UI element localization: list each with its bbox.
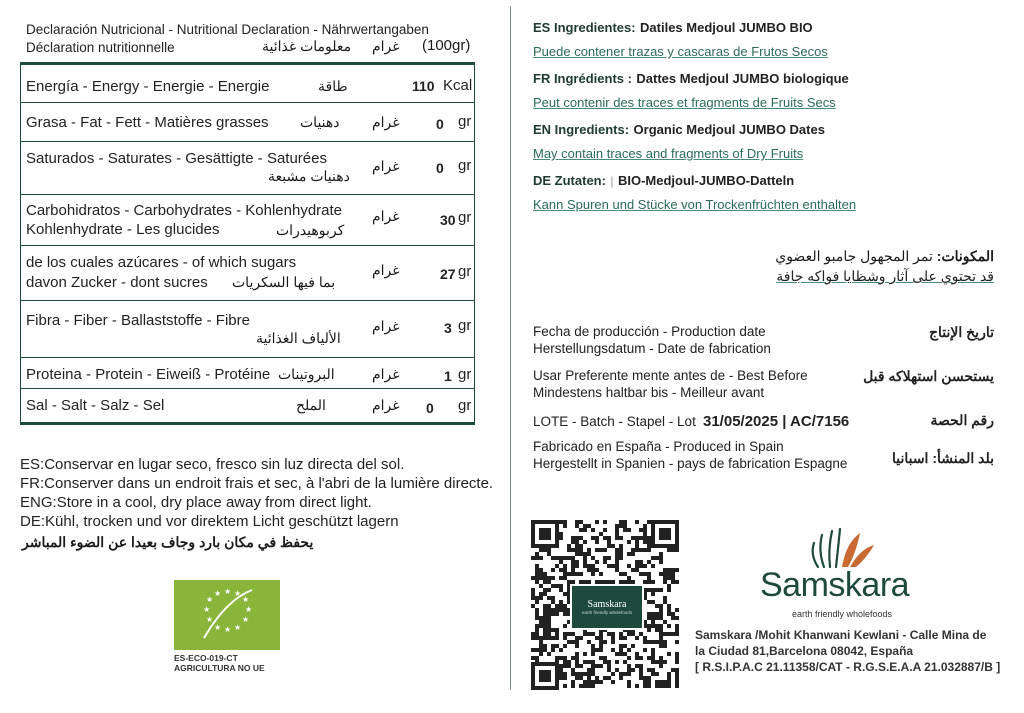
row-fiber-label: Fibra - Fiber - Ballaststoffe - Fibre (26, 312, 250, 329)
row-fat-unit-ar: غرام (372, 114, 400, 130)
row-saturates-value: 0 (436, 160, 444, 176)
row-salt-value: 0 (426, 400, 434, 416)
nutrition-header-fr: Déclaration nutritionnelle (26, 40, 175, 55)
eco-agriculture: AGRICULTURA NO UE (174, 663, 265, 673)
nutrition-header-unit-ar: غرام (372, 38, 400, 54)
row-salt-label: Sal - Salt - Salz - Sel (26, 397, 165, 414)
row-protein-unit-ar: غرام (372, 366, 400, 382)
storage-es: ES:Conservar en lugar seco, fresco sin luz directa del sol. (20, 456, 405, 473)
trace-ar: قد تحتوي على آثار وشظايا فواكه جافة (776, 268, 994, 284)
svg-text:★: ★ (234, 589, 242, 598)
center-divider (510, 6, 511, 690)
svg-text:★: ★ (206, 595, 214, 604)
row-energy-unit: Kcal (443, 77, 473, 94)
qr-center-logo (570, 584, 644, 630)
row-saturates-label: Saturados - Saturates - Gesättigte - Saturées (26, 150, 327, 167)
row-carbs-unit: gr (458, 209, 472, 226)
trace-es: Puede contener trazas y cascaras de Frutos Secos (533, 44, 828, 59)
row-carbs-label-2: Kohlenhydrate - Les glucides (26, 221, 220, 238)
table-right-rule (474, 62, 475, 424)
row-fiber-unit: gr (458, 317, 472, 334)
table-bottom-rule (20, 422, 475, 425)
lot-label: LOTE - Batch - Stapel - Lot (533, 414, 696, 429)
best-before-ar: يستحسن استهلاكه قبل (863, 368, 994, 384)
storage-de: DE:Kühl, trocken und vor direktem Licht geschützt lagern (20, 513, 399, 530)
row-fat-ar: دهنيات (300, 114, 340, 130)
lot-ar: رقم الحصة (930, 412, 994, 428)
row-protein-ar: البروتينات (278, 366, 335, 382)
ingredients-de: DE Zutaten: | BIO-Medjoul-JUMBO-Datteln (533, 173, 795, 188)
row-carbs-value: 30 (440, 212, 456, 228)
ingredients-en: EN Ingredients: Organic Medjoul JUMBO Dates (533, 122, 825, 137)
row-sugars-label: de los cuales azúcares - of which sugars (26, 254, 297, 271)
row-divider (20, 300, 474, 301)
row-divider (20, 245, 474, 246)
row-energy-ar: طاقة (318, 78, 348, 94)
row-divider (20, 102, 474, 103)
row-protein-unit: gr (458, 366, 472, 383)
production-date-label-2: Herstellungsdatum - Date de fabrication (533, 341, 771, 356)
svg-text:★: ★ (214, 623, 222, 632)
row-salt-unit: gr (458, 397, 472, 414)
row-fiber-ar: الألياف الغذائية (256, 330, 341, 346)
svg-text:★: ★ (206, 615, 214, 624)
row-saturates-unit-ar: غرام (372, 158, 400, 174)
row-divider (20, 388, 474, 389)
row-divider (20, 194, 474, 195)
row-fiber-value: 3 (444, 320, 452, 336)
row-energy-label: Energía - Energy - Energie - Energie (26, 78, 270, 95)
row-carbs-label: Carbohidratos - Carbohydrates - Kohlenhydrate (26, 202, 343, 219)
row-fiber-unit-ar: غرام (372, 318, 400, 334)
trace-de: Kann Spuren und Stücke von Trockenfrüchten enthalten (533, 197, 857, 212)
nutrition-header-unit: (100gr) (422, 37, 471, 54)
nutrition-header: Declaración Nutricional - Nutritional Declaration - Nährwertangaben (26, 22, 429, 37)
ingredients-ar: المكونات: تمر المجهول جامبو العضوي (775, 248, 994, 264)
row-divider (20, 141, 474, 142)
row-carbs-unit-ar: غرام (372, 208, 400, 224)
row-protein-value: 1 (444, 368, 452, 384)
row-fat-value: 0 (436, 116, 444, 132)
made-in-ar: بلد المنشأ: اسبانيا (891, 450, 994, 466)
storage-ar: يحفظ في مكان بارد وجاف بعيدا عن الضوء المباشر (22, 534, 314, 550)
address-line-2: la Ciudad 81,Barcelona 08042, España (695, 644, 914, 658)
svg-text:★: ★ (245, 605, 253, 614)
registry-line: [ R.S.I.P.A.C 21.11358/CAT - R.G.S.E.A.A 21.032887/B ] (695, 660, 1001, 674)
qr-logo-tagline: earth friendly wholefoods (581, 610, 633, 615)
best-before-label: Usar Preferente mente antes de - Best Before (533, 368, 808, 383)
row-protein-label: Proteina - Protein - Eiweiß - Protéine (26, 366, 271, 383)
svg-text:★: ★ (214, 589, 222, 598)
brand-name: Samskara (760, 566, 910, 604)
qr-logo-label: Samskara (587, 599, 627, 610)
production-date-label: Fecha de producción - Production date (533, 324, 766, 339)
eco-code: ES-ECO-019-CT (174, 653, 238, 663)
ingredients-es: ES Ingredientes: Datiles Medjoul JUMBO BIO (533, 20, 813, 35)
table-top-rule (20, 62, 474, 65)
row-energy-value: 110 (412, 78, 435, 94)
row-sugars-unit-ar: غرام (372, 262, 400, 278)
lot-value: 31/05/2025 | AC/7156 (703, 413, 850, 430)
storage-fr: FR:Conserver dans un endroit frais et sec, à l'abri de la lumière directe. (20, 475, 494, 492)
row-salt-ar: الملح (296, 397, 326, 413)
made-in-label: Fabricado en España - Produced in Spain (533, 439, 784, 454)
trace-en: May contain traces and fragments of Dry Fruits (533, 146, 804, 161)
row-fat-unit: gr (458, 113, 472, 130)
row-divider (20, 357, 474, 358)
row-sugars-label-2: davon Zucker - dont sucres (26, 274, 208, 291)
storage-en: ENG:Store in a cool, dry place away from direct light. (20, 494, 372, 511)
address-line-1: Samskara /Mohit Khanwani Kewlani - Calle Mina de (695, 628, 987, 642)
row-sugars-value: 27 (440, 266, 456, 282)
svg-text:★: ★ (224, 625, 232, 634)
row-salt-unit-ar: غرام (372, 397, 400, 413)
row-fat-label: Grasa - Fat - Fett - Matières grasses (26, 114, 269, 131)
svg-text:★: ★ (234, 623, 242, 632)
row-saturates-ar: دهنيات مشبعة (268, 168, 350, 184)
svg-text:★: ★ (224, 587, 232, 596)
made-in-label-2: Hergestellt in Spanien - pays de fabrication Espagne (533, 456, 848, 471)
row-saturates-unit: gr (458, 157, 472, 174)
row-sugars-ar: بما فيها السكريات (232, 274, 336, 290)
trace-fr: Peut contenir des traces et fragments de Fruits Secs (533, 95, 836, 110)
row-carbs-ar: كربوهيدرات (276, 222, 345, 238)
ingredients-fr: FR Ingrédients : Dattes Medjoul JUMBO biologique (533, 71, 849, 86)
table-left-rule (20, 62, 21, 424)
qr-code[interactable] (531, 520, 679, 690)
best-before-label-2: Mindestens haltbar bis - Meilleur avant (533, 385, 765, 400)
svg-text:★: ★ (242, 615, 250, 624)
svg-text:★: ★ (242, 595, 250, 604)
svg-text:★: ★ (203, 605, 211, 614)
production-date-ar: تاريخ الإنتاج (928, 324, 994, 340)
row-sugars-unit: gr (458, 263, 472, 280)
eu-organic-logo (174, 580, 280, 650)
brand-tagline: earth friendly wholefoods (792, 609, 893, 619)
nutrition-header-ar: معلومات غذائية (262, 38, 352, 54)
